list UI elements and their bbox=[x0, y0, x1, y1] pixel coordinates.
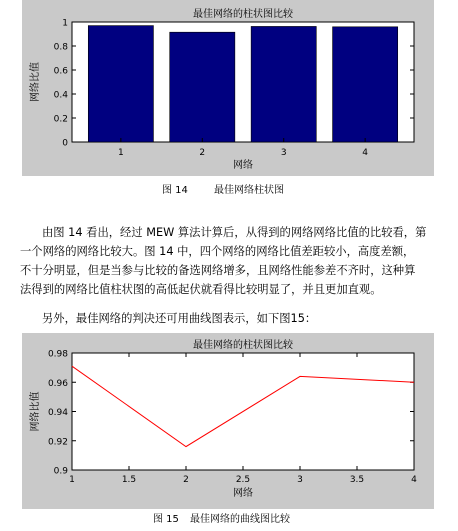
bar-chart bbox=[22, 0, 434, 176]
x-tick-label: 2 bbox=[199, 148, 206, 158]
x-tick-label: 2 bbox=[183, 475, 189, 485]
y-tick-label: 0.94 bbox=[47, 408, 68, 418]
chart-title: 最佳网络的柱状图比较 bbox=[193, 340, 293, 351]
x-tick-label: 3.5 bbox=[349, 475, 365, 485]
body-paragraph-1 bbox=[20, 223, 454, 299]
y-tick-label: 0.6 bbox=[53, 66, 68, 77]
y-axis-label: 网络比值 bbox=[30, 62, 41, 102]
bar bbox=[88, 26, 153, 142]
y-tick-label: 0.8 bbox=[53, 42, 68, 53]
body-paragraph-2 bbox=[20, 309, 454, 328]
x-axis-label: 网络 bbox=[233, 160, 253, 171]
figure-15-caption: 最佳网络的曲线图比较 bbox=[190, 514, 290, 525]
x-axis-label: 网络 bbox=[233, 488, 253, 499]
y-tick-label: 0 bbox=[62, 138, 68, 149]
figure-14-caption: 最佳网络柱状图 bbox=[214, 185, 284, 196]
x-tick-label: 2.5 bbox=[235, 475, 251, 485]
y-tick-label: 0.9 bbox=[53, 466, 68, 477]
y-tick-label: 0.4 bbox=[53, 90, 68, 101]
y-tick-label: 0.92 bbox=[47, 437, 68, 448]
x-tick-label: 4 bbox=[411, 475, 417, 485]
figure-15-line-chart bbox=[22, 333, 434, 509]
y-axis-label: 网络比值 bbox=[30, 391, 41, 432]
x-tick-label: 1 bbox=[117, 148, 124, 158]
x-tick-label: 3 bbox=[297, 475, 303, 485]
line-chart bbox=[22, 333, 434, 509]
figure-15-number: 图 15 bbox=[153, 514, 179, 525]
y-tick-label: 0.98 bbox=[47, 349, 68, 360]
paragraph-line: 由图 14 看出，经过 MEW 算法计算后，从得到的网络网络比值的比较看，第 bbox=[42, 226, 427, 239]
figure-14-bar-chart bbox=[22, 0, 434, 176]
x-tick-label: 4 bbox=[362, 148, 369, 158]
y-tick-label: 1 bbox=[62, 18, 68, 29]
x-tick-label: 1.5 bbox=[121, 475, 137, 485]
x-tick-label: 1 bbox=[69, 475, 75, 485]
paragraph-line: 不十分明显，但是当参与比较的备选网络增多，且网络性能参差不齐时，这种算 bbox=[20, 264, 416, 277]
paragraph-line: 一个网络的网络比较大。图 14 中，四个网络的网络比值差距较小，高度差额， bbox=[20, 245, 415, 258]
chart-title: 最佳网络的柱状图比较 bbox=[193, 9, 293, 20]
paragraph-line: 另外，最佳网络的判决还可用曲线图表示，如下图15： bbox=[42, 312, 317, 325]
bar bbox=[333, 27, 398, 142]
bar bbox=[251, 26, 316, 142]
bar bbox=[170, 32, 235, 142]
x-tick-label: 3 bbox=[280, 148, 287, 158]
figure-14-number: 图 14 bbox=[162, 185, 188, 196]
paragraph-line: 法得到的网络比值柱状图的高低起伏就看得比较明显了，并且更加直观。 bbox=[20, 283, 382, 296]
y-tick-label: 0.96 bbox=[47, 378, 68, 389]
y-tick-label: 0.2 bbox=[53, 114, 68, 125]
